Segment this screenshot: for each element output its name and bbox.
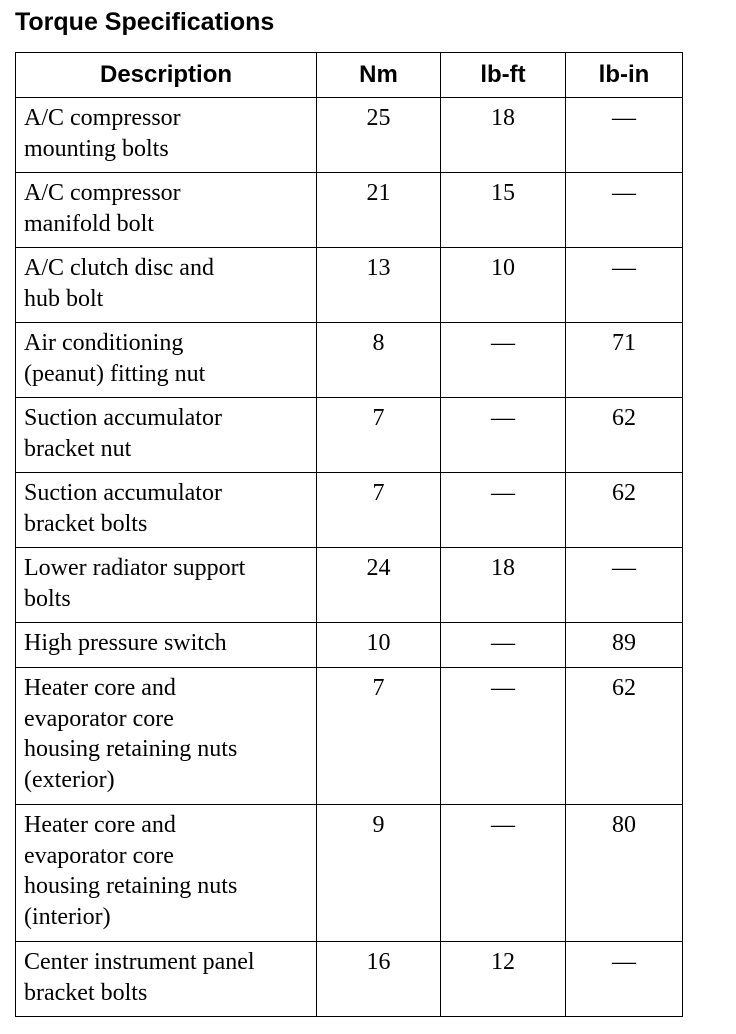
description-cell: Air conditioning (peanut) fitting nut <box>16 323 317 398</box>
table-row <box>16 473 683 548</box>
lb-in-cell: 89 <box>566 623 683 668</box>
lb-ft-cell: — <box>441 805 566 942</box>
nm-cell: 13 <box>317 248 441 323</box>
lb-in-cell: 62 <box>566 398 683 473</box>
table-row <box>16 942 683 1017</box>
table-row <box>16 623 683 668</box>
description-cell: Heater core and evaporator core housing retaining nuts (interior) <box>16 805 317 942</box>
nm-cell: 24 <box>317 548 441 623</box>
lb-in-cell: 80 <box>566 805 683 942</box>
nm-cell: 25 <box>317 98 441 173</box>
description-cell: Center instrument panel bracket bolts <box>16 942 317 1017</box>
lb-ft-cell: 10 <box>441 248 566 323</box>
lb-ft-cell: — <box>441 473 566 548</box>
column-header-description: Description <box>16 53 317 98</box>
table-row <box>16 98 683 173</box>
description-cell: A/C clutch disc and hub bolt <box>16 248 317 323</box>
column-header-lb-ft: lb-ft <box>441 53 566 98</box>
nm-cell: 9 <box>317 805 441 942</box>
lb-ft-cell: — <box>441 668 566 805</box>
nm-cell: 10 <box>317 623 441 668</box>
nm-cell: 8 <box>317 323 441 398</box>
lb-in-cell: 71 <box>566 323 683 398</box>
nm-cell: 7 <box>317 473 441 548</box>
torque-spec-table <box>15 52 683 1017</box>
lb-in-cell: — <box>566 548 683 623</box>
lb-ft-cell: 18 <box>441 98 566 173</box>
lb-ft-cell: 15 <box>441 173 566 248</box>
lb-in-cell: 62 <box>566 668 683 805</box>
lb-ft-cell: 12 <box>441 942 566 1017</box>
table-row <box>16 398 683 473</box>
page-title: Torque Specifications <box>15 8 275 36</box>
table-header-row <box>16 53 683 98</box>
description-cell: Suction accumulator bracket bolts <box>16 473 317 548</box>
table-row <box>16 323 683 398</box>
table-row <box>16 668 683 805</box>
lb-in-cell: 62 <box>566 473 683 548</box>
description-cell: Suction accumulator bracket nut <box>16 398 317 473</box>
table-row <box>16 248 683 323</box>
description-cell: High pressure switch <box>16 623 317 668</box>
description-cell: A/C compressor manifold bolt <box>16 173 317 248</box>
table-row <box>16 548 683 623</box>
lb-in-cell: — <box>566 173 683 248</box>
nm-cell: 16 <box>317 942 441 1017</box>
lb-in-cell: — <box>566 98 683 173</box>
nm-cell: 7 <box>317 668 441 805</box>
nm-cell: 7 <box>317 398 441 473</box>
column-header-nm: Nm <box>317 53 441 98</box>
table-row <box>16 805 683 942</box>
lb-in-cell: — <box>566 248 683 323</box>
description-cell: Heater core and evaporator core housing retaining nuts (exterior) <box>16 668 317 805</box>
column-header-lb-in: lb-in <box>566 53 683 98</box>
lb-ft-cell: 18 <box>441 548 566 623</box>
description-cell: A/C compressor mounting bolts <box>16 98 317 173</box>
lb-ft-cell: — <box>441 623 566 668</box>
lb-ft-cell: — <box>441 398 566 473</box>
lb-in-cell: — <box>566 942 683 1017</box>
table-row <box>16 173 683 248</box>
nm-cell: 21 <box>317 173 441 248</box>
lb-ft-cell: — <box>441 323 566 398</box>
description-cell: Lower radiator support bolts <box>16 548 317 623</box>
